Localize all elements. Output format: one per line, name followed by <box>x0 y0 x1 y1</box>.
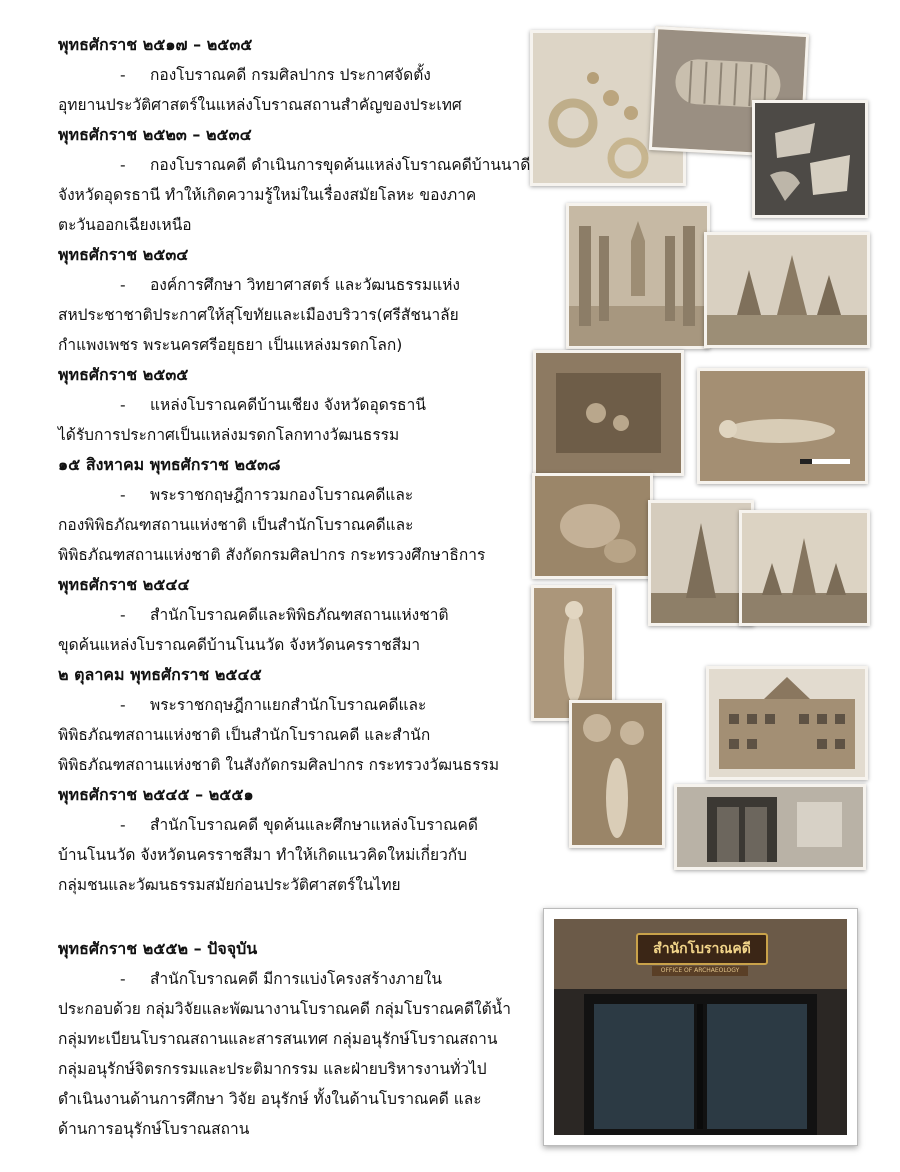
entry-date: ๑๕ สิงหาคม พุทธศักราช ๒๕๓๘ <box>58 455 281 474</box>
entry-line: ดำเนินงานด้านการศึกษา วิจัย อนุรักษ์ ทั้งในด้านโบราณคดี และ <box>58 1090 482 1108</box>
entry-line: กองโบราณคดี ดำเนินการขุดค้นแหล่งโบราณคดีบ้านนาดี <box>150 156 531 174</box>
entry-line: สหประชาชาติประกาศให้สุโขทัยและเมืองบริวาร(ศรีสัชนาลัย <box>58 306 459 324</box>
entry-line: แหล่งโบราณคดีบ้านเชียง จังหวัดอุดรธานี <box>150 396 426 414</box>
entry-date: พุทธศักราช ๒๕๕๒ – ปัจจุบัน <box>58 939 258 958</box>
office-sign-subtitle: OFFICE OF ARCHAEOLOGY <box>652 966 748 976</box>
bullet-dash: - <box>120 606 126 624</box>
burial-skeleton-photo <box>697 368 868 484</box>
entry-date: พุทธศักราช ๒๕๔๔ <box>58 575 190 594</box>
temple-chedi-photo <box>704 232 870 348</box>
timeline-entry <box>58 360 538 450</box>
skeleton-ornaments-photo <box>531 585 615 721</box>
bullet-dash: - <box>120 486 126 504</box>
entry-line: กลุ่มอนุรักษ์จิตรกรรมและประติมากรรม และฝ่ายบริหารงานทั่วไป <box>58 1060 487 1078</box>
timeline-entry <box>58 660 538 780</box>
entry-line: จังหวัดอุดรธานี ทำให้เกิดความรู้ใหม่ในเรื่องสมัยโลหะ ของภาค <box>58 186 477 204</box>
timeline-entry <box>58 780 538 900</box>
entry-date: พุทธศักราช ๒๕๑๗ – ๒๕๓๕ <box>58 35 253 54</box>
office-sign: สำนักโบราณคดี <box>636 933 768 965</box>
entry-line: พระราชกฤษฎีกาแยกสำนักโบราณคดีและ <box>150 696 427 714</box>
office-door <box>554 919 847 1135</box>
entry-date: พุทธศักราช ๒๕๒๓ – ๒๕๓๔ <box>58 125 252 144</box>
entry-date: พุทธศักราช ๒๕๓๔ <box>58 245 189 264</box>
excavation-pit-photo <box>533 350 684 476</box>
entry-line: พิพิธภัณฑสถานแห่งชาติ ในสังกัดกรมศิลปากร กระทรวงวัฒนธรรม <box>58 756 500 774</box>
timeline-entry <box>58 450 538 570</box>
entry-line: พระราชกฤษฎีการวมกองโบราณคดีและ <box>150 486 414 504</box>
entry-line: กลุ่มทะเบียนโบราณสถานและสารสนเทศ กลุ่มอนุรักษ์โบราณสถาน <box>58 1030 498 1048</box>
wat-prang-photo <box>739 510 870 626</box>
office-corridor-photo <box>674 784 866 870</box>
artifact-bangle-photo <box>649 26 809 158</box>
entry-line: ประกอบด้วย กลุ่มวิจัยและพัฒนางานโบราณคดี กลุ่มโบราณคดีใต้น้ำ <box>58 1000 511 1018</box>
bullet-dash: - <box>120 396 126 414</box>
bullet-dash: - <box>120 156 126 174</box>
bullet-dash: - <box>120 816 126 834</box>
ruins-pillars-photo <box>566 203 710 349</box>
entry-line: องค์การศึกษา วิทยาศาสตร์ และวัฒนธรรมแห่ง <box>150 276 460 294</box>
section-gap <box>58 900 538 934</box>
bullet-dash: - <box>120 970 126 988</box>
entry-date: พุทธศักราช ๒๕๓๕ <box>58 365 189 384</box>
entry-line: สำนักโบราณคดีและพิพิธภัณฑสถานแห่งชาติ <box>150 606 449 624</box>
bullet-dash: - <box>120 696 126 714</box>
entry-line: ขุดค้นแหล่งโบราณคดีบ้านโนนวัด จังหวัดนครราชสีมา <box>58 636 421 654</box>
entry-line: พิพิธภัณฑสถานแห่งชาติ สังกัดกรมศิลปากร กระทรวงศึกษาธิการ <box>58 546 486 564</box>
entry-line: กองพิพิธภัณฑสถานแห่งชาติ เป็นสำนักโบราณคดีและ <box>58 516 414 534</box>
entry-line: กลุ่มชนและวัฒนธรรมสมัยก่อนประวัติศาสตร์ในไทย <box>58 876 401 894</box>
timeline-entry <box>58 30 538 120</box>
entry-line: สำนักโบราณคดี มีการแบ่งโครงสร้างภายใน <box>150 970 442 988</box>
entry-line: ด้านการอนุรักษ์โบราณสถาน <box>58 1120 250 1138</box>
timeline <box>58 30 538 1144</box>
timeline-entry <box>58 934 538 1144</box>
entry-line: สำนักโบราณคดี ขุดค้นและศึกษาแหล่งโบราณคดี <box>150 816 478 834</box>
entry-line: ได้รับการประกาศเป็นแหล่งมรดกโลกทางวัฒนธรรม <box>58 426 400 444</box>
timeline-entry <box>58 570 538 660</box>
entry-line: กำแพงเพชร พระนครศรีอยุธยา เป็นแหล่งมรดกโลก) <box>58 336 403 354</box>
office-entrance-photo <box>543 908 858 1146</box>
bullet-dash: - <box>120 276 126 294</box>
entry-date: ๒ ตุลาคม พุทธศักราช ๒๕๔๕ <box>58 665 262 684</box>
entry-line: กองโบราณคดี กรมศิลปากร ประกาศจัดตั้ง <box>150 66 431 84</box>
bullet-dash: - <box>120 66 126 84</box>
burial-jars-skeleton-photo <box>569 700 665 848</box>
entry-line: อุทยานประวัติศาสตร์ในแหล่งโบราณสถานสำคัญของประเทศ <box>58 96 462 114</box>
artifact-axes-photo <box>752 100 868 218</box>
museum-building-photo <box>706 666 868 780</box>
timeline-entry <box>58 120 538 240</box>
entry-line: พิพิธภัณฑสถานแห่งชาติ เป็นสำนักโบราณคดี และสำนัก <box>58 726 431 744</box>
artifact-beads-photo <box>530 30 686 186</box>
timeline-entry <box>58 240 538 360</box>
entry-line: บ้านโนนวัด จังหวัดนครราชสีมา ทำให้เกิดแนวคิดใหม่เกี่ยวกับ <box>58 846 468 864</box>
entry-line: ตะวันออกเฉียงเหนือ <box>58 216 192 234</box>
entry-date: พุทธศักราช ๒๕๔๕ – ๒๕๕๑ <box>58 785 254 804</box>
burial-jar-photo <box>532 473 653 579</box>
chedi-photo <box>648 500 754 626</box>
